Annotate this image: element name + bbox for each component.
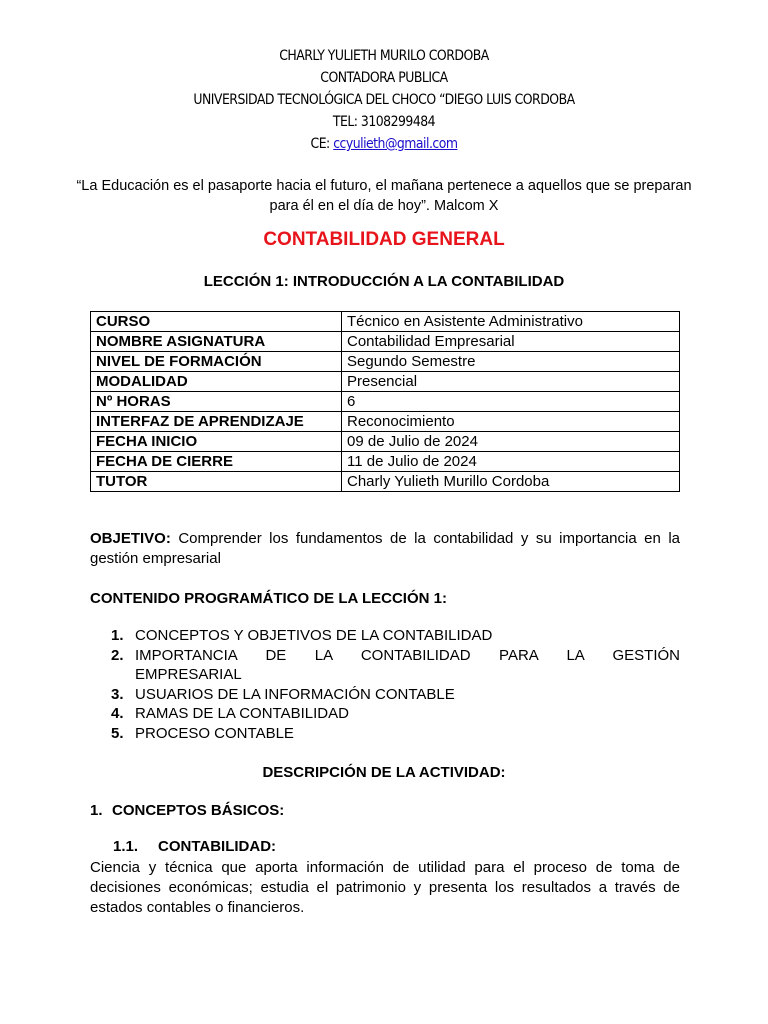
item-text: PROCESO CONTABLE (135, 724, 294, 742)
list-item (90, 626, 680, 646)
item-text: RAMAS DE LA CONTABILIDAD (135, 705, 349, 722)
lesson-title: LECCIÓN 1: INTRODUCCIÓN A LA CONTABILIDAD (203, 273, 565, 290)
objective-label: OBJETIVO: (90, 530, 171, 547)
table-value-cell: Reconocimiento (342, 412, 680, 432)
item-text: CONCEPTOS Y OBJETIVOS DE LA CONTABILIDAD (135, 627, 493, 644)
objective (90, 529, 680, 569)
item-text: IMPORTANCIA DE LA CONTABILIDAD PARA LA GESTIÓN (135, 646, 680, 664)
author-role: CONTADORA PUBLICA (320, 70, 448, 86)
email-label: CE: (310, 136, 334, 152)
table-row (91, 472, 680, 492)
item-number: 4. (111, 705, 124, 722)
table-key-cell: MODALIDAD (91, 372, 342, 392)
program-title: CONTENIDO PROGRAMÁTICO DE LA LECCIÓN 1: (90, 590, 447, 607)
list-item (90, 724, 680, 744)
item-number: 1. (111, 627, 124, 644)
item-number: 3. (111, 685, 124, 703)
activity-title: DESCRIPCIÓN DE LA ACTIVIDAD: (262, 764, 506, 781)
item-number: 2. (111, 646, 124, 664)
email-line (54, 136, 714, 152)
table-row (91, 412, 680, 432)
table-value-cell: Charly Yulieth Murillo Cordoba (342, 472, 680, 492)
document-title: CONTABILIDAD GENERAL (263, 229, 505, 250)
item-text-continued: EMPRESARIAL (135, 666, 242, 683)
program-list (90, 626, 680, 743)
table-value-cell: 6 (342, 392, 680, 412)
subsection-number: 1.1. (113, 838, 139, 855)
table-key-cell: FECHA INICIO (91, 432, 342, 452)
table-value-cell: Segundo Semestre (342, 352, 680, 372)
table-key-cell: CURSO (91, 312, 342, 332)
list-item (90, 646, 680, 685)
table-row (91, 332, 680, 352)
table-key-cell: NOMBRE ASIGNATURA (91, 332, 342, 352)
table-key-cell: TUTOR (91, 472, 342, 492)
table-value-cell: 09 de Julio de 2024 (342, 432, 680, 452)
subsection-title: CONTABILIDAD: (158, 838, 277, 855)
quote: “La Educación es el pasaporte hacia el futuro, el mañana pertenece a aquellos que se preparan para él en el día de hoy”. Malcom X (76, 178, 692, 214)
email-link[interactable]: ccyulieth@gmail.com (333, 136, 458, 152)
table-value-cell: 11 de Julio de 2024 (342, 452, 680, 472)
university-name: UNIVERSIDAD TECNOLÓGICA DEL CHOCO “DIEGO LUIS CORDOBA (193, 92, 575, 108)
section-heading (90, 802, 284, 819)
table-key-cell: Nº HORAS (91, 392, 342, 412)
table-value-cell: Presencial (342, 372, 680, 392)
section-title: CONCEPTOS BÁSICOS: (112, 802, 285, 819)
subsection-heading (113, 838, 276, 855)
objective-text: Comprender los fundamentos de la contabilidad y su importancia en la gestión empresarial (90, 530, 680, 567)
table-value-cell: Contabilidad Empresarial (342, 332, 680, 352)
table-key-cell: NIVEL DE FORMACIÓN (91, 352, 342, 372)
item-number: 5. (111, 724, 124, 742)
definition-text: Ciencia y técnica que aporta información de utilidad para el proceso de toma de decisiones económicas; estudia el patrimonio y presenta los resultados a través de estados contables o financieros. (90, 859, 680, 916)
section-number: 1. (90, 802, 103, 819)
table-row (91, 372, 680, 392)
table-row (91, 312, 680, 332)
table-key-cell: INTERFAZ DE APRENDIZAJE (91, 412, 342, 432)
item-text: USUARIOS DE LA INFORMACIÓN CONTABLE (135, 685, 455, 703)
table-row (91, 352, 680, 372)
course-info-table (90, 311, 680, 492)
phone-number: TEL: 3108299484 (332, 114, 436, 130)
list-item (90, 704, 680, 724)
table-row (91, 452, 680, 472)
list-item (90, 685, 680, 705)
table-row (91, 432, 680, 452)
table-row (91, 392, 680, 412)
table-key-cell: FECHA DE CIERRE (91, 452, 342, 472)
table-value-cell: Técnico en Asistente Administrativo (342, 312, 680, 332)
author-name: CHARLY YULIETH MURILO CORDOBA (279, 48, 489, 64)
